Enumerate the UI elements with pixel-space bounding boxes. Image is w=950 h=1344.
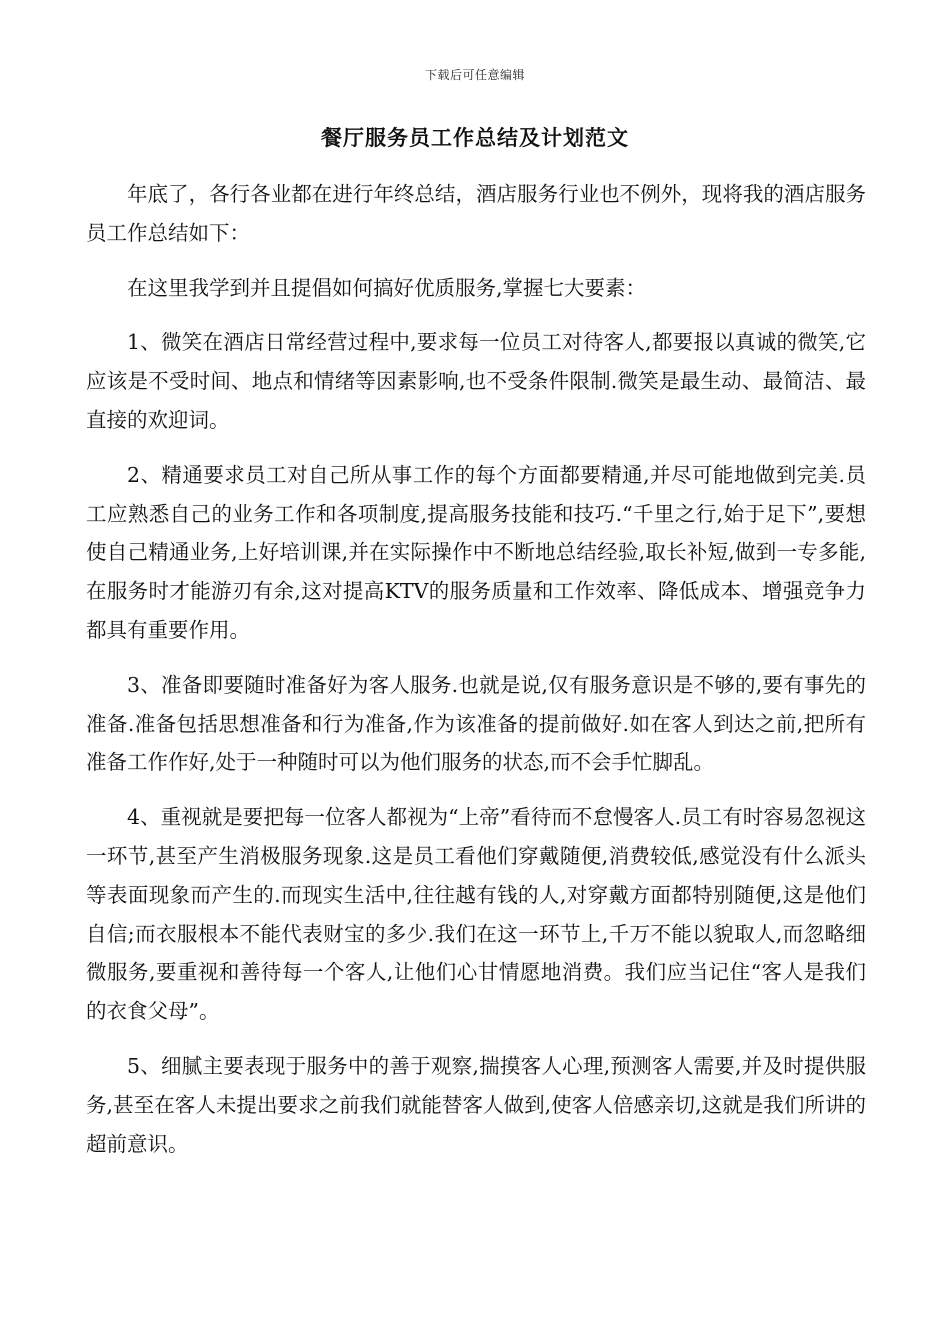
paragraph-seven-elements: 在这里我学到并且提倡如何搞好优质服务,掌握七大要素： bbox=[127, 275, 647, 300]
paragraph-proficiency: 2、精通要求员工对自己所从事工作的每个方面都要精通,并尽可能地做到完美.员工应熟悉自己的业务工作和各项制度,提高服务技能和技巧.“千里之行,始于足下”,要想使自己精通业务,上好培训课,并在实际操作中不断地总结经验,取长补短,做到一专多能,在服务时才能游刃有余,这对提高KTV的服务质量和工作效率、降低成本、增强竞争力都具有重要作用。 bbox=[86, 462, 866, 642]
paragraph-smile: 1、微笑在酒店日常经营过程中,要求每一位员工对待客人,都要报以真诚的微笑,它应该是不受时间、地点和情绪等因素影响,也不受条件限制.微笑是最生动、最简洁、最直接的欢迎词。 bbox=[86, 330, 866, 432]
paragraph-intro: 年底了，各行各业都在进行年终总结，酒店服务行业也不例外，现将我的酒店服务员工作总结如下： bbox=[86, 182, 866, 245]
paragraph-attentiveness: 5、细腻主要表现于服务中的善于观察,揣摸客人心理,预测客人需要,并及时提供服务,甚至在客人未提出要求之前我们就能替客人做到,使客人倍感亲切,这就是我们所讲的超前意识。 bbox=[86, 1053, 866, 1156]
document-title: 餐厅服务员工作总结及计划范文 bbox=[321, 125, 629, 150]
paragraph-attention: 4、重视就是要把每一位客人都视为“上帝”看待而不怠慢客人.员工有时容易忽视这一环节,甚至产生消极服务现象.这是员工看他们穿戴随便,消费较低,感觉没有什么派头等表面现象而产生的.而现实生活中,往往越有钱的人,对穿戴方面都特别随便,这是他们自信;而衣服根本不能代表财宝的多少.我们在这一环节上,千万不能以貌取人,而忽略细微服务,要重视和善待每一个客人,让他们心甘情愿地消费。我们应当记住“客人是我们的衣食父母”。 bbox=[86, 805, 866, 1024]
header-note: 下载后可任意编辑 bbox=[424, 68, 525, 82]
document-body bbox=[86, 175, 866, 1179]
paragraph-preparation: 3、准备即要随时准备好为客人服务.也就是说,仅有服务意识是不够的,要有事先的准备.准备包括思想准备和行为准备,作为该准备的提前做好.如在客人到达之前,把所有准备工作作好,处于一种随时可以为他们服务的状态,而不会手忙脚乱。 bbox=[86, 672, 866, 775]
